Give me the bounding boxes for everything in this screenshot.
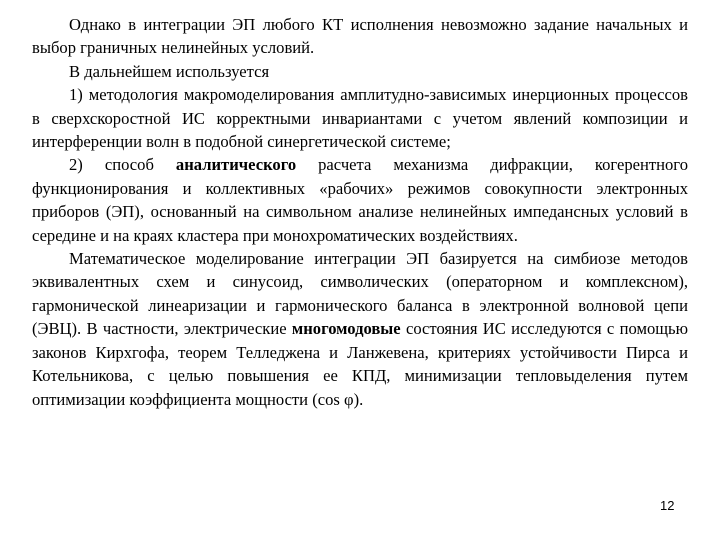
paragraph-text: 1) методология макромоделирования амплитудно-зависимых инерционных процессов в сверхскоростной ИС корректными инвариантами с учетом явлений композиции и интерференции волн в подобной синергетической системе; xyxy=(32,85,688,152)
paragraph-text: состояния ИС исследуются с помощью законов Кирхгофа, теорем Телледжена и Ланжевена, критериях устойчивости Пирса и Котельникова, с целью повышения ее КПД, минимизации тепловыделения путем оптимизации коэффициента мощности (cos φ). xyxy=(32,319,688,409)
paragraph-intro xyxy=(32,13,688,60)
paragraph-text: Однако в интеграции ЭП любого КТ исполнения невозможно задание начальных и выбор граничных нелинейных условий. xyxy=(32,15,688,58)
paragraph-text: Математическое моделирование интеграции ЭП базируется на симбиозе методов эквивалентных схем и синусоид, символических (операторном и комплексном), гармонической линеаризации и гармонического баланса в электронной волновой цепи (ЭВЦ). В частности, электрические xyxy=(32,249,688,339)
slide-body xyxy=(32,13,688,411)
paragraph-text: В дальнейшем используется xyxy=(69,61,270,81)
paragraph-text: расчета механизма дифракции, когерентного функционирования и коллективных «рабочих» режимов совокупности электронных приборов (ЭП), основанный на символьном анализе нелинейных импедансных условий в середине и на краях кластера при монохроматических воздействиях. xyxy=(32,155,688,245)
list-item-analytical-method xyxy=(32,153,688,247)
bold-term-multimode: многомодовые xyxy=(291,319,401,339)
paragraph-modeling xyxy=(32,247,688,411)
page-number: 12 xyxy=(660,498,675,513)
paragraph-lead-in xyxy=(32,60,688,83)
paragraph-text: 2) способ xyxy=(69,155,176,175)
bold-term-analytical: аналитического xyxy=(175,155,297,175)
list-item-methodology xyxy=(32,83,688,153)
